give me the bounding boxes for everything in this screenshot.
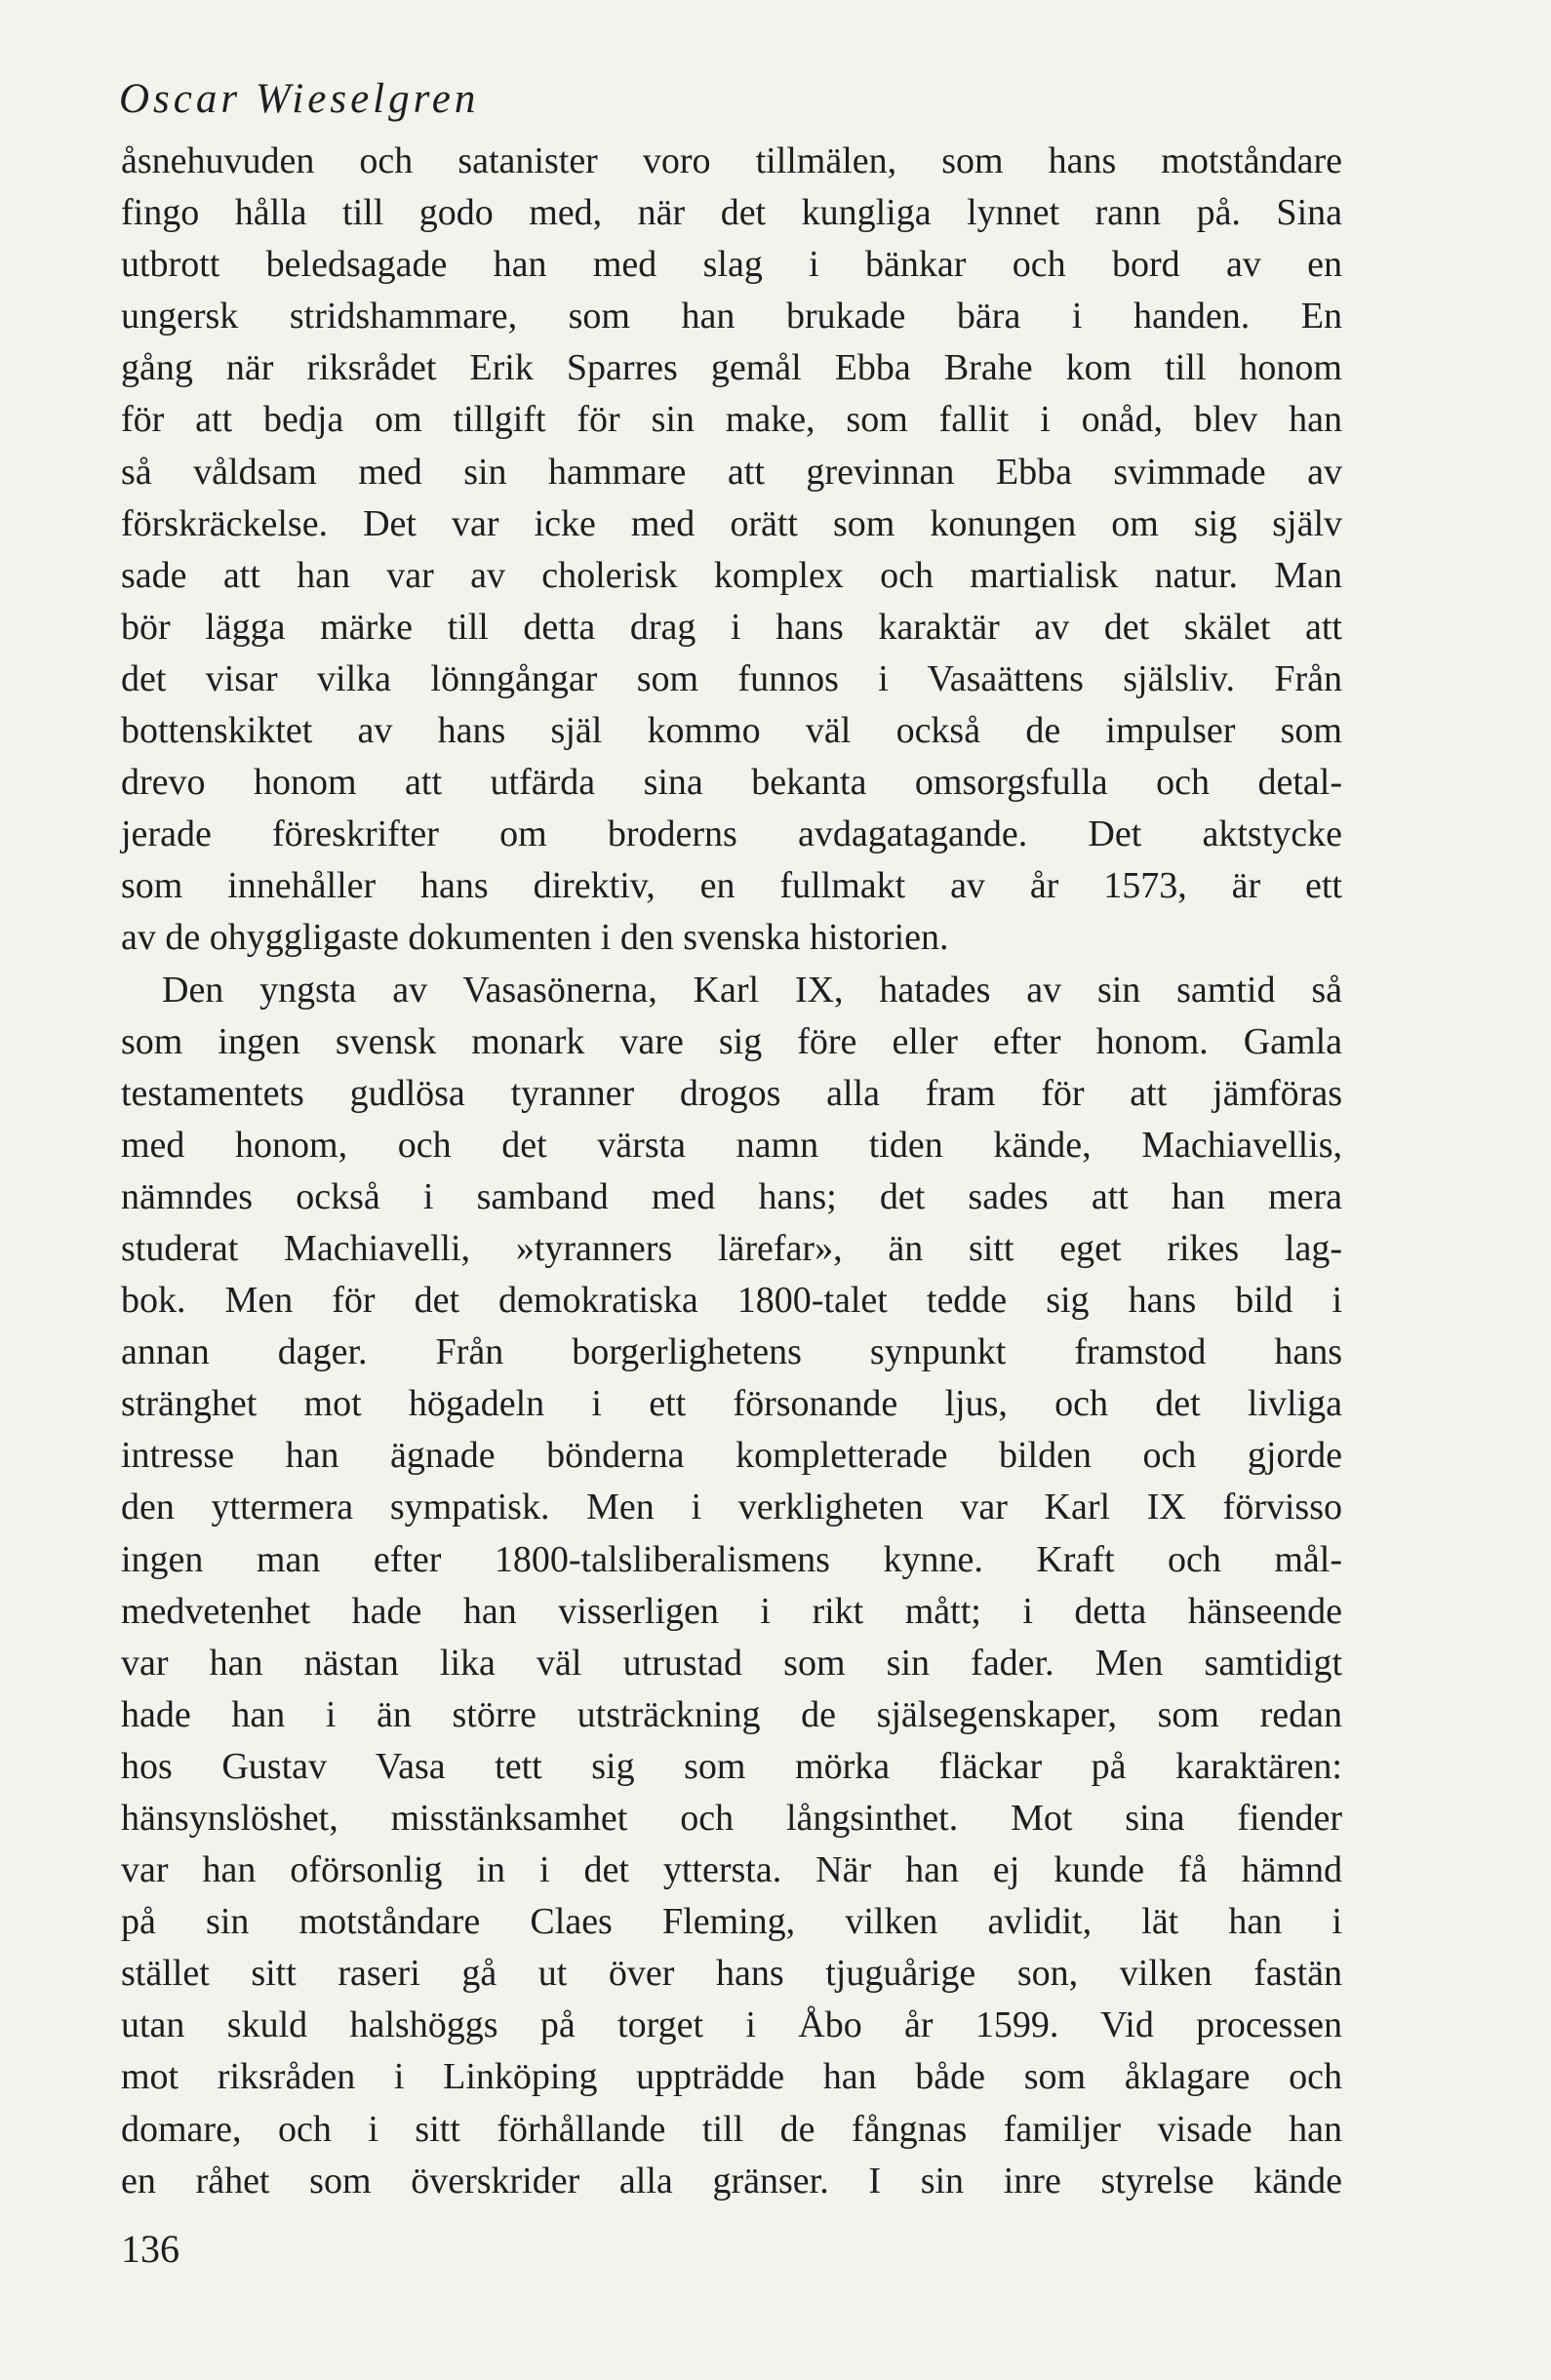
text-line: som innehåller hans direktiv, en fullmakt av år 1573, är ett [121,865,1342,907]
page-number: 136 [121,2227,179,2271]
paragraph [121,136,1342,965]
text-line: drevo honom att utfärda sina bekanta omsorgsfulla och detal- [121,762,1342,804]
text-line: stället sitt raseri gå ut över hans tjuguårige son, vilken fastän [121,1953,1342,1995]
text-line: var han oförsonlig in i det yttersta. När han ej kunde få hämnd [121,1849,1342,1891]
text-line: som ingen svensk monark vare sig före eller efter honom. Gamla [121,1020,1342,1062]
text-line: på sin motståndare Claes Fleming, vilken avlidit, lät han i [121,1901,1342,1943]
text-line: hos Gustav Vasa tett sig som mörka fläckar på karaktären: [121,1745,1342,1787]
text-line: testamentets gudlösa tyranner drogos alla fram för att jämföras [121,1072,1342,1114]
text-line: mot riksråden i Linköping uppträdde han både som åklagare och [121,2056,1342,2098]
text-line: utan skuld halshöggs på torget i Åbo år 1599. Vid processen [121,2004,1342,2046]
paragraph [121,965,1342,2207]
text-line: så våldsam med sin hammare att grevinnan Ebba svimmade av [121,451,1342,493]
text-line: stränghet mot högadeln i ett försonande ljus, och det livliga [121,1383,1342,1425]
text-line: intresse han ägnade bönderna kompletterade bilden och gjorde [121,1435,1342,1477]
text-line: fingo hålla till godo med, när det kungliga lynnet rann på. Sina [121,192,1342,234]
text-line: Den yngsta av Vasasönerna, Karl IX, hatades av sin samtid så [162,969,1342,1011]
text-line: studerat Machiavelli, »tyranners lärefar», än sitt eget rikes lag- [121,1227,1342,1269]
text-line: medvetenhet hade han visserligen i rikt mått; i detta hänseende [121,1590,1342,1632]
text-line: det visar vilka lönngångar som funnos i Vasaättens själsliv. Från [121,657,1342,699]
text-line: annan dager. Från borgerlighetens synpunkt framstod hans [121,1331,1342,1373]
text-line: av de ohyggligaste dokumenten i den svenska historien. [121,917,949,959]
text-line: sade att han var av cholerisk komplex och martialisk natur. Man [121,554,1342,596]
text-line: ingen man efter 1800-talsliberalismens kynne. Kraft och mål- [121,1538,1342,1580]
text-line: jerade föreskrifter om broderns avdagatagande. Det aktstycke [121,813,1342,855]
text-line: bok. Men för det demokratiska 1800-talet tedde sig hans bild i [121,1280,1342,1322]
text-line: den yttermera sympatisk. Men i verkligheten var Karl IX förvisso [121,1487,1342,1528]
text-line: hänsynslöshet, misstänksamhet och långsinthet. Mot sina fiender [121,1798,1342,1839]
text-line: bör lägga märke till detta drag i hans karaktär av det skälet att [121,606,1342,648]
text-line: bottenskiktet av hans själ kommo väl också de impulser som [121,710,1342,752]
text-line: ungersk stridshammare, som han brukade bära i handen. En [121,296,1342,337]
text-line: utbrott beledsagade han med slag i bänkar och bord av en [121,244,1342,286]
body-text [121,136,1342,2207]
text-line: förskräckelse. Det var icke med orätt som konungen om sig själv [121,502,1342,544]
text-line: åsnehuvuden och satanister voro tillmälen, som hans motståndare [121,140,1342,181]
text-line: nämndes också i samband med hans; det sades att han mera [121,1175,1342,1217]
text-line: för att bedja om tillgift för sin make, som fallit i onåd, blev han [121,399,1342,441]
text-line: domare, och i sitt förhållande till de fångnas familjer visade han [121,2108,1342,2150]
text-line: med honom, och det värsta namn tiden kände, Machiavellis, [121,1124,1342,1166]
text-line: en råhet som överskrider alla gränser. I sin inre styrelse kände [121,2160,1342,2202]
text-line: var han nästan lika väl utrustad som sin fader. Men samtidigt [121,1642,1342,1684]
running-head-author: Oscar Wieselgren [119,76,480,122]
text-line: hade han i än större utsträckning de själsegenskaper, som redan [121,1693,1342,1735]
text-line: gång när riksrådet Erik Sparres gemål Ebba Brahe kom till honom [121,347,1342,389]
